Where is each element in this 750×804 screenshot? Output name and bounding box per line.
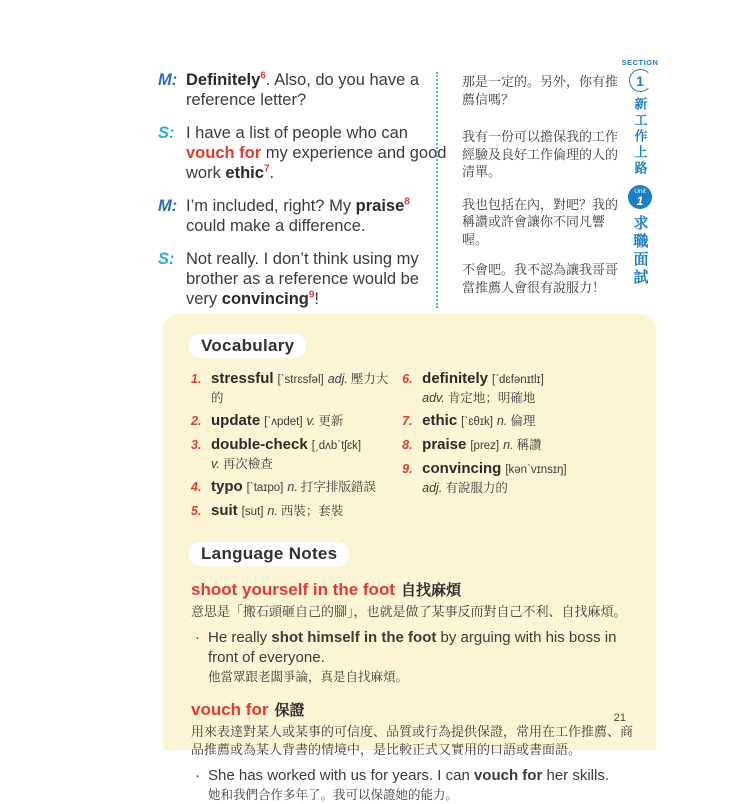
dialogue-turn	[158, 70, 450, 110]
note-phrase-english: shoot yourself in the foot	[191, 580, 395, 599]
vocab-word: ethic	[422, 412, 458, 429]
vocab-word: stressful	[211, 370, 274, 387]
vocab-pos: adj.	[422, 481, 443, 495]
vocabulary-heading: Vocabulary	[189, 334, 306, 358]
unit-title-vertical: 求職面試	[631, 215, 649, 287]
vocab-word: typo	[211, 478, 243, 495]
vocab-phonetic: [ˋɛθɪk]	[461, 416, 493, 428]
vocab-phonetic: [ˋdɛfənɪtlɪ]	[492, 374, 544, 386]
vocab-meaning: 倫理	[510, 414, 536, 428]
note-phrase-chinese: 保證	[274, 701, 305, 719]
note-description: 意思是「搬石頭砸自己的腳」，也就是做了某事反而對自己不利、自找麻煩。	[191, 604, 627, 619]
vocab-word-inline: ethic	[225, 164, 264, 182]
vocabulary-column-left	[191, 370, 400, 526]
dialogue-translation: 我有一份可以擔保我的工作經驗及良好工作倫理的人的清單。	[462, 129, 619, 179]
vocab-word: praise	[422, 436, 467, 453]
dialogue-text: my experience and good work	[186, 144, 447, 182]
vocab-number: 6.	[402, 372, 413, 386]
dialogue-text: Not really. I don’t think using my brother as a reference would be very	[186, 250, 419, 308]
vocab-item	[191, 370, 400, 407]
vocab-number: 2.	[191, 414, 202, 428]
speaker-label: M:	[158, 197, 178, 215]
vocab-meaning: 西裝；套裝	[280, 504, 344, 518]
vocab-meaning: 稱讚	[516, 438, 542, 452]
speaker-label: M:	[158, 71, 178, 89]
language-note	[181, 579, 634, 686]
vocab-pos: adv.	[422, 391, 445, 405]
vocabulary-list	[191, 370, 634, 526]
bullet-icon: ·	[195, 628, 200, 646]
example-pre: He really	[208, 628, 272, 646]
dialogue-turn	[158, 196, 450, 236]
vocab-word: convincing	[422, 460, 502, 477]
vocab-meaning: 更新	[318, 414, 344, 428]
section-title-vertical: 新工作上路	[632, 97, 648, 177]
vocab-phonetic: [sut]	[241, 506, 264, 518]
dialogue-line	[186, 123, 450, 183]
dialogue-translation: 那是一定的。另外，你有推薦信嗎？	[462, 74, 619, 107]
vocab-number: 9.	[402, 462, 413, 476]
example-post: by arguing with his boss in front of everyone.	[208, 628, 617, 666]
vocab-item	[402, 460, 634, 497]
vocab-number: 1.	[191, 372, 202, 386]
vocab-number: 8.	[402, 438, 413, 452]
vocab-word: update	[211, 412, 261, 429]
dialogue-turn	[158, 123, 450, 183]
vocab-meaning: 再次檢查	[222, 457, 273, 471]
example-pre: She has worked with us for years. I can	[208, 766, 474, 784]
language-notes-heading: Language Notes	[189, 542, 349, 566]
vocab-phonetic: [ˋstrɛsfəl]	[277, 374, 324, 386]
vocab-number: 4.	[191, 480, 202, 494]
footnote-number: 6	[260, 70, 266, 82]
footnote-number: 8	[404, 196, 410, 208]
unit-number: 1	[636, 193, 644, 208]
example-sentence	[195, 628, 634, 668]
vocab-pos: v.	[211, 457, 220, 471]
example-phrase: vouch for	[473, 766, 543, 784]
vocab-item	[402, 436, 634, 455]
dialogue-english	[158, 70, 450, 322]
section-number-badge	[629, 69, 652, 92]
vocab-word-inline: convincing	[221, 290, 309, 308]
example-translation: 她和我們合作多年了。我可以保證她的能力。	[208, 787, 459, 802]
vocab-phonetic: [ˋʌpdet]	[264, 416, 303, 428]
vocab-word-inline: praise	[355, 197, 405, 215]
dialogue-text: . Also, do you have a reference letter?	[186, 71, 420, 109]
page-number: 21	[613, 712, 626, 724]
vocab-phonetic: [kənˋvɪnsɪŋ]	[505, 464, 567, 476]
language-note	[181, 699, 634, 804]
example-text	[208, 628, 634, 668]
dialogue-line	[186, 70, 450, 110]
dialogue-turn	[158, 249, 450, 309]
vocab-pos: adj.	[327, 372, 348, 386]
dialogue-translation: 我也包括在內，對吧？我的稱讚或許會讓你不同凡響喔。	[462, 196, 619, 247]
note-phrase-english: vouch for	[191, 699, 269, 719]
note-description: 用來表達對某人或某事的可信度、品質或行為提供保證，常用在工作推薦、商品推薦或為某人背書的情境中，是比較正式又實用的口語或書面語。	[191, 723, 634, 757]
vocab-word: double-check	[211, 436, 308, 453]
vocab-word: suit	[211, 502, 238, 519]
vocab-meaning: 有說服力的	[445, 481, 508, 495]
example-text	[208, 766, 609, 786]
vocabulary-column-right	[402, 370, 634, 526]
example-post: her skills.	[542, 766, 609, 784]
vocab-item	[191, 436, 400, 473]
vocab-phonetic: [ˋtaɪpo]	[246, 482, 284, 494]
language-notes-section	[181, 542, 634, 804]
note-title	[191, 579, 634, 600]
dialogue-text: !	[314, 290, 320, 308]
vocab-item	[191, 412, 400, 431]
footnote-number: 7	[263, 163, 270, 175]
unit-label: Unit	[634, 187, 646, 195]
vocab-item	[402, 370, 634, 407]
section-number: 1	[636, 72, 644, 89]
footnote-number: 9	[308, 289, 315, 301]
dialogue-chinese	[462, 73, 622, 296]
dialogue-line	[186, 196, 450, 236]
vocab-number: 5.	[191, 504, 202, 518]
vocab-pos: n.	[267, 504, 278, 518]
note-phrase-chinese: 自找麻煩	[401, 582, 462, 599]
note-title	[191, 699, 634, 720]
section-tab	[621, 58, 659, 287]
vocab-pos: n.	[287, 480, 298, 494]
content-panel	[163, 314, 656, 802]
dialogue-divider-rule	[436, 72, 438, 308]
vocab-item	[191, 478, 400, 497]
unit-badge-icon	[628, 185, 652, 209]
vocab-word: definitely	[422, 370, 489, 387]
vocab-item	[191, 502, 400, 521]
dialogue-text: I’m included, right? My	[186, 197, 356, 215]
dialogue-text: I have a list of people who can	[186, 124, 408, 142]
bullet-icon: ·	[195, 766, 200, 784]
vocab-pos: v.	[306, 414, 316, 428]
vocab-number: 3.	[191, 438, 202, 452]
dialogue-line	[186, 249, 450, 309]
vocab-meaning: 壓力大的	[211, 372, 389, 405]
example-phrase: shot himself in the foot	[271, 628, 437, 646]
section-label: SECTION	[621, 58, 659, 67]
highlighted-phrase: vouch for	[186, 144, 262, 162]
vocab-meaning: 打字排版錯誤	[300, 480, 376, 494]
dialogue-text: could make a difference.	[186, 217, 366, 235]
dialogue-text: .	[269, 164, 275, 182]
dialogue-translation: 不會吧。我不認為讓我哥哥當推薦人會很有說服力！	[462, 262, 619, 295]
vocab-item	[402, 412, 634, 431]
speaker-label: S:	[158, 250, 175, 268]
vocab-pos: n.	[496, 414, 508, 428]
vocab-phonetic: [prez]	[470, 440, 500, 452]
vocab-word-inline: Definitely	[186, 71, 261, 89]
speaker-label: S:	[158, 124, 175, 142]
example-sentence	[195, 766, 634, 786]
vocab-meaning: 肯定地；明確地	[447, 391, 536, 405]
vocab-number: 7.	[402, 414, 413, 428]
example-translation: 他當眾跟老闆爭論，真是自找麻煩。	[208, 669, 409, 684]
vocab-pos: n.	[503, 438, 514, 452]
vocab-phonetic: [ˏdʌbˋtʃɛk]	[311, 440, 362, 452]
